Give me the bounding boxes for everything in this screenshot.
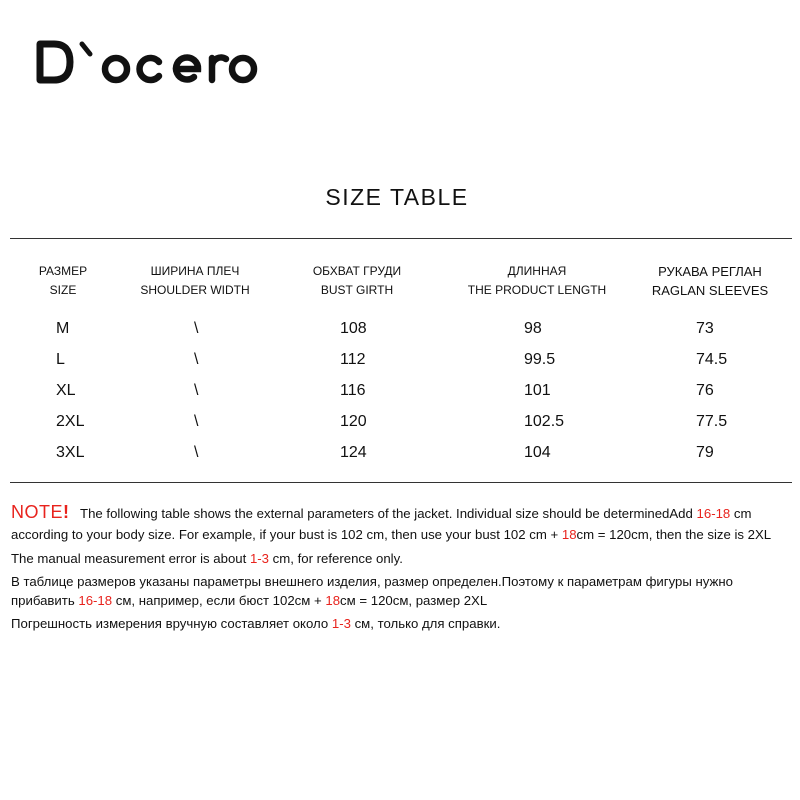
table-row: [0, 442, 800, 464]
cell-bust-girth: 116: [340, 382, 366, 399]
table-row: [0, 411, 800, 433]
brand-logo-graphic: [36, 38, 258, 86]
cell-shoulder-width: \: [194, 351, 199, 368]
header-bust-girth-en: BUST GIRTH: [320, 283, 394, 297]
cell-product-length: 101: [524, 382, 551, 399]
header-size-en: SIZE: [49, 283, 77, 297]
page-title: SIZE TABLE: [325, 184, 469, 210]
cell-size: L: [56, 351, 65, 368]
cell-product-length: 99.5: [524, 351, 556, 368]
header-product-length-en: THE PRODUCT LENGTH: [467, 283, 607, 297]
cell-size: 2XL: [56, 413, 85, 430]
cell-size: XL: [56, 382, 76, 399]
cell-bust-girth: 120: [340, 413, 367, 430]
header-product-length-ru: ДЛИННАЯ: [507, 264, 567, 278]
cell-shoulder-width: \: [194, 320, 199, 337]
bottom-divider: [10, 482, 792, 483]
cell-product-length: 98: [524, 320, 542, 337]
cell-size: M: [56, 320, 70, 337]
cell-raglan-sleeves: 79: [696, 444, 714, 461]
table-row: [0, 380, 800, 402]
cell-size: 3XL: [56, 444, 85, 461]
header-size: [39, 262, 87, 300]
cell-product-length: 104: [524, 444, 551, 461]
note-en1-highlight-1: 16-18: [696, 506, 731, 521]
note-russian-1: [11, 572, 796, 610]
notes-section: [11, 502, 796, 633]
table-row: [0, 349, 800, 371]
cell-raglan-sleeves: 74.5: [696, 351, 728, 368]
cell-shoulder-width: \: [194, 382, 199, 399]
note-label: NOTE: [11, 502, 64, 522]
cell-raglan-sleeves: 73: [696, 320, 714, 337]
note-ru2-highlight: 1-3: [331, 616, 351, 631]
note-english-1: [11, 502, 796, 545]
note-en2-highlight: 1-3: [249, 551, 270, 566]
note-ru2-text-b: см, только для справки.: [350, 616, 501, 631]
header-raglan-sleeves-en: RAGLAN SLEEVES: [651, 283, 769, 298]
note-english-2: [11, 549, 796, 568]
note-ru1-highlight-1: 16-18: [78, 593, 113, 608]
note-en1-highlight-2: 18: [561, 527, 577, 542]
cell-raglan-sleeves: 77.5: [696, 413, 728, 430]
note-en1-text-a: The following table shows the external parameters of the jacket. Individual size should be determinedAdd: [80, 506, 697, 521]
note-ru1-text-a: В таблице размеров указаны параметры внешнего изделия, размер определен.Поэтому к параметрам фигуры нужно прибавить: [11, 574, 733, 608]
cell-shoulder-width: \: [194, 444, 199, 461]
note-ru2-text-a: Погрешность измерения вручную составляет около: [11, 616, 332, 631]
note-exclamation: !: [63, 502, 70, 522]
header-bust-girth: [313, 262, 401, 300]
cell-bust-girth: 108: [340, 320, 367, 337]
note-en2-text-b: cm, for reference only.: [269, 551, 403, 566]
note-en2-text-a: The manual measurement error is about: [11, 551, 250, 566]
cell-shoulder-width: \: [194, 413, 199, 430]
note-en1-text-b: cm according to your body size. For example, if your bust is 102 cm, then use your bust 102 cm +: [11, 506, 752, 542]
header-shoulder-width: [140, 262, 249, 300]
header-shoulder-width-ru: ШИРИНА ПЛЕЧ: [150, 264, 240, 278]
top-divider: [10, 238, 792, 239]
header-shoulder-width-en: SHOULDER WIDTH: [140, 283, 250, 297]
note-russian-2: [11, 614, 796, 633]
note-ru1-text-c: см = 120см, размер 2XL: [340, 593, 488, 608]
note-en1-text-c: cm = 120cm, then the size is 2XL: [576, 527, 772, 542]
note-ru1-text-b: см, например, если бюст 102см +: [112, 593, 326, 608]
header-raglan-sleeves-ru: РУКАВА РЕГЛАН: [658, 264, 762, 279]
cell-bust-girth: 124: [340, 444, 367, 461]
header-product-length: [468, 262, 606, 300]
cell-raglan-sleeves: 76: [696, 382, 714, 399]
table-row: [0, 318, 800, 340]
header-size-ru: РАЗМЕР: [38, 264, 88, 278]
header-bust-girth-ru: ОБХВАТ ГРУДИ: [312, 264, 402, 278]
cell-product-length: 102.5: [524, 413, 565, 430]
note-ru1-highlight-2: 18: [325, 593, 341, 608]
cell-bust-girth: 112: [340, 351, 366, 368]
brand-logo: [36, 38, 258, 84]
header-raglan-sleeves: [652, 262, 768, 300]
